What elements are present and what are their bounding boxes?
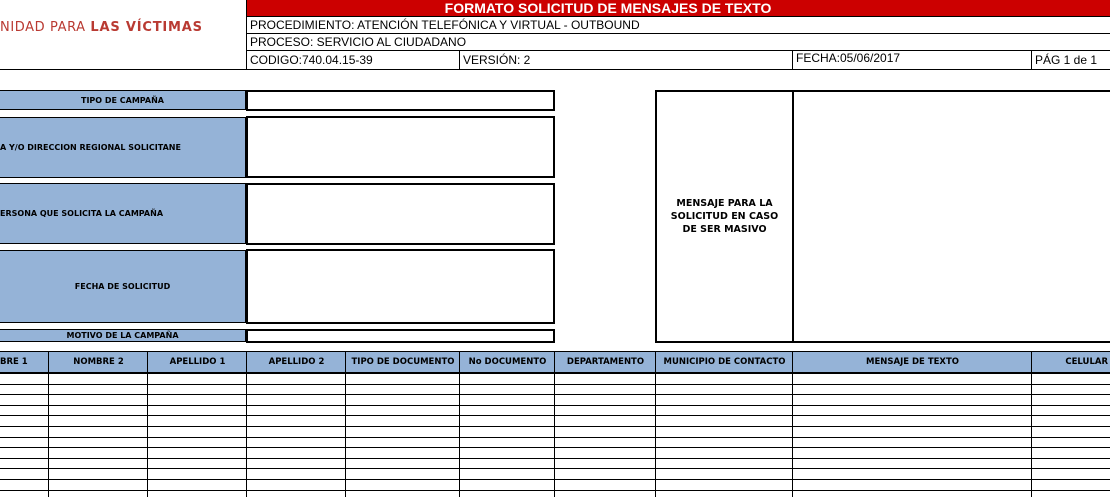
table-row-line [0, 405, 1110, 406]
table-row-line [0, 437, 1110, 438]
table-column-line [655, 373, 656, 497]
table-row-line [0, 394, 1110, 395]
table-row-line [0, 458, 1110, 459]
direccion-regional-field[interactable] [246, 116, 555, 178]
col-header-tipo-documento: TIPO DE DOCUMENTO [345, 351, 460, 373]
logo-text-a: NIDAD PARA [0, 20, 91, 35]
table-column-line [48, 373, 49, 497]
table-row-line [0, 384, 1110, 385]
persona-solicita-label: ERSONA QUE SOLICITA LA CAMPAÑA [0, 183, 246, 244]
col-header-nombre-1: BRE 1 [0, 351, 49, 373]
table-row-line [0, 426, 1110, 427]
persona-solicita-field[interactable] [246, 183, 555, 245]
version-text: VERSIÓN: 2 [463, 53, 531, 67]
col-header-municipio: MUNICIPIO DE CONTACTO [655, 351, 793, 373]
organization-logo [0, 13, 240, 43]
table-row-line [0, 479, 1110, 480]
table-row-line [0, 447, 1110, 448]
tipo-campana-label: TIPO DE CAMPAÑA [0, 90, 246, 110]
mensaje-label-text: MENSAJE PARA LA SOLICITUD EN CASO DE SER MASIVO [670, 198, 779, 235]
fecha-solicitud-field[interactable] [246, 249, 555, 324]
motivo-campana-label: MOTIVO DE LA CAMPAÑA [0, 329, 246, 342]
mensaje-label [657, 92, 792, 341]
procedimiento-text: PROCEDIMIENTO: ATENCIÓN TELEFÓNICA Y VIRTUAL - OUTBOUND [250, 18, 640, 32]
table-column-line [345, 373, 346, 497]
form-title: FORMATO SOLICITUD DE MENSAJES DE TEXTO [246, 0, 1110, 16]
col-header-apellido-2: APELLIDO 2 [246, 351, 346, 373]
fecha-text: FECHA:05/06/2017 [796, 51, 901, 65]
fecha-solicitud-label: FECHA DE SOLICITUD [0, 250, 246, 323]
header-divider [0, 69, 1110, 70]
table-row-line [0, 373, 1110, 374]
motivo-campana-field[interactable] [246, 329, 555, 343]
col-header-apellido-1: APELLIDO 1 [147, 351, 247, 373]
tipo-campana-field[interactable] [246, 90, 555, 111]
col-header-departamento: DEPARTAMENTO [554, 351, 656, 373]
codigo-text: CODIGO:740.04.15-39 [250, 53, 373, 67]
col-header-celular: CELULAR [1031, 351, 1110, 373]
table-column-line [246, 373, 247, 497]
table-row-line [0, 490, 1110, 491]
table-column-line [1031, 373, 1032, 497]
table-column-line [147, 373, 148, 497]
col-header-mensaje-texto: MENSAJE DE TEXTO [792, 351, 1032, 373]
direccion-regional-label: A Y/O DIRECCION REGIONAL SOLICITANE [0, 117, 246, 178]
table-column-line [554, 373, 555, 497]
table-row-line [0, 415, 1110, 416]
table-row-line [0, 468, 1110, 469]
col-header-no-documento: No DOCUMENTO [459, 351, 555, 373]
logo-text-b: LAS VÍCTIMAS [90, 20, 203, 35]
col-header-nombre-2: NOMBRE 2 [48, 351, 148, 373]
pagina-text: PÁG 1 de 1 [1035, 53, 1098, 67]
table-column-line [792, 373, 793, 497]
table-column-line [459, 373, 460, 497]
mensaje-field[interactable] [794, 92, 1110, 341]
proceso-text: PROCESO: SERVICIO AL CIUDADANO [250, 35, 467, 49]
